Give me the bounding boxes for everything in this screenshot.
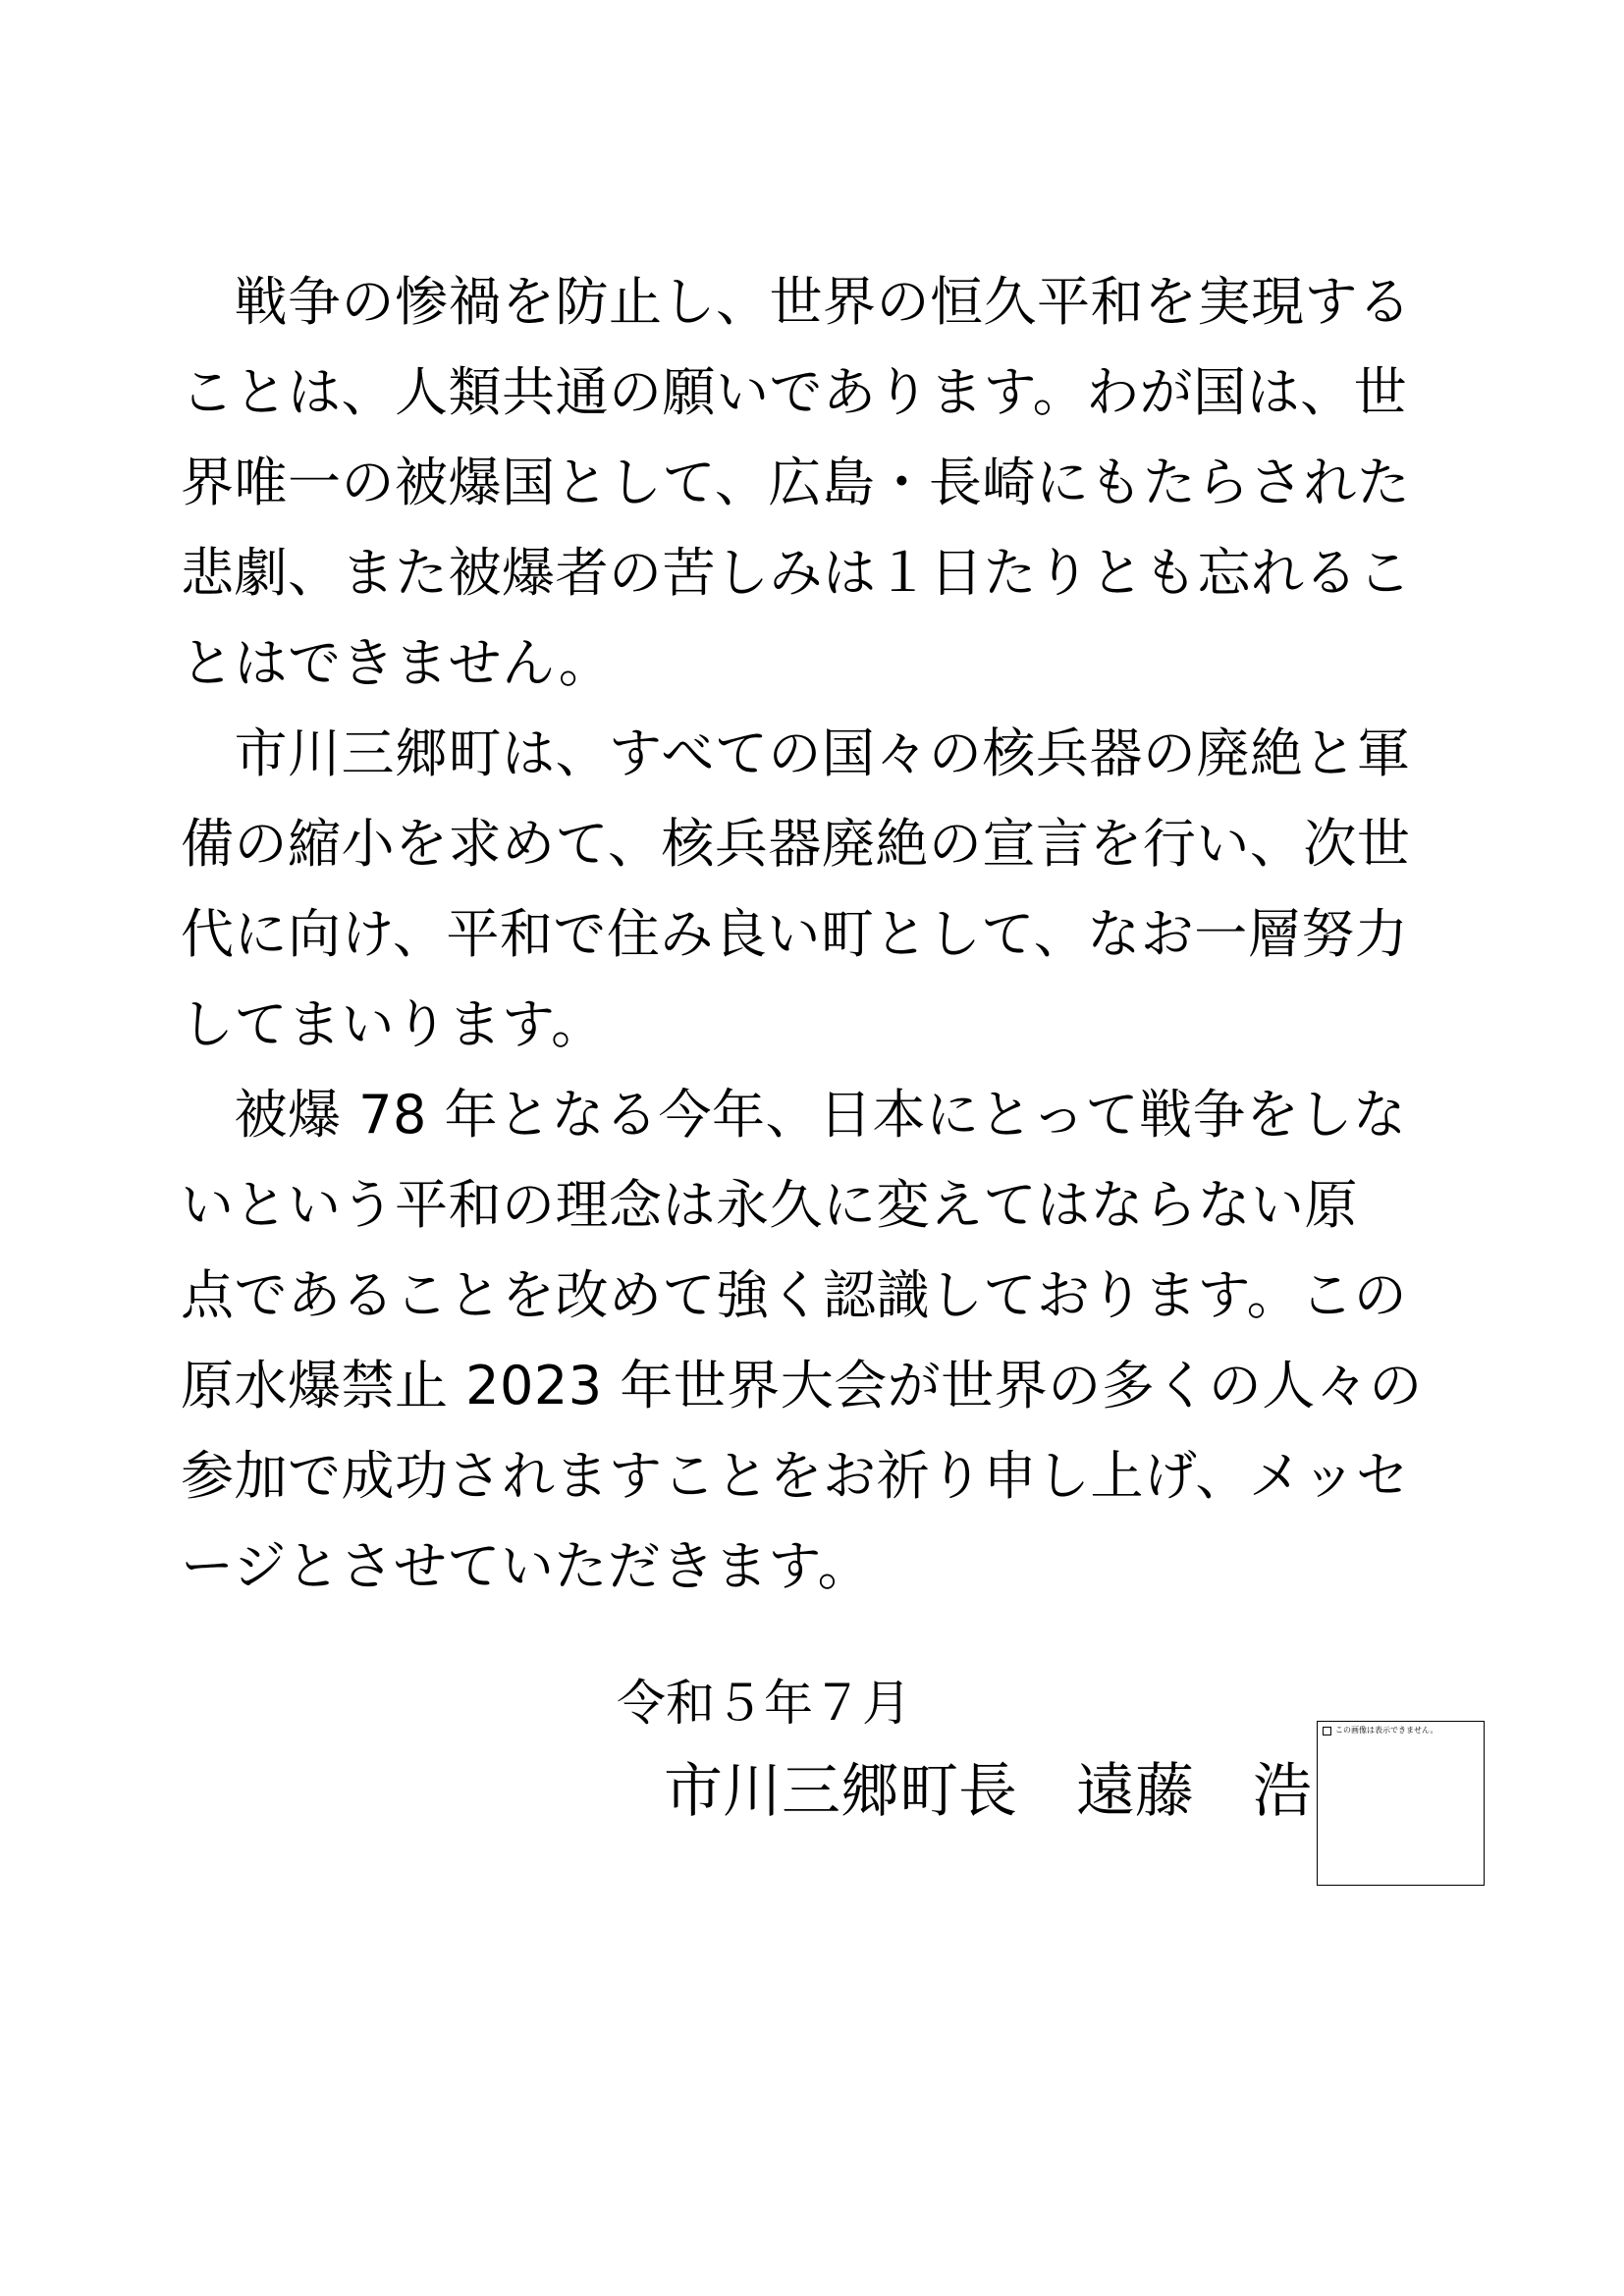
broken-image-placeholder [1317,1721,1485,1886]
broken-image-icon [1323,1727,1331,1735]
body-line: 戦争の惨禍を防止し、世界の恒久平和を実現する [181,271,1412,333]
body-line: 被爆 78 年となる今年、日本にとって戦争をしな [181,1084,1407,1146]
broken-image-message: この画像は表示できません。 [1335,1726,1438,1735]
body-line: 市川三郷町は、すべての国々の核兵器の廃絶と軍 [181,722,1411,784]
body-line: ージとさせていただきます。 [181,1535,872,1597]
signature-line: 市川三郷町長 遠藤 浩 [664,1757,1312,1826]
body-line: 参加で成功されますことをお祈り申し上げ、メッセ [181,1445,1410,1507]
body-line: 点であることを改めて強く認識しております。この [181,1264,1408,1326]
body-line: ことは、人類共通の願いであります。わが国は、世 [181,361,1408,423]
body-line: 悲劇、また被爆者の苦しみは１日たりとも忘れるこ [181,542,1412,604]
body-line: してまいります。 [181,993,605,1055]
body-line: 備の縮小を求めて、核兵器廃絶の宣言を行い、次世 [181,813,1411,875]
body-line: 代に向け、平和で住み良い町として、なお一層努力 [181,903,1409,965]
message-date: 令和５年７月 [617,1675,911,1732]
body-line: いという平和の理念は永久に変えてはならない原 [181,1174,1358,1236]
body-line: とはできません。 [181,632,613,694]
message-body [181,257,1447,1612]
body-line: 界唯一の被爆国として、広島・長崎にもたらされた [181,452,1411,513]
body-line: 原水爆禁止 2023 年世界大会が世界の多くの人々の [181,1355,1423,1416]
